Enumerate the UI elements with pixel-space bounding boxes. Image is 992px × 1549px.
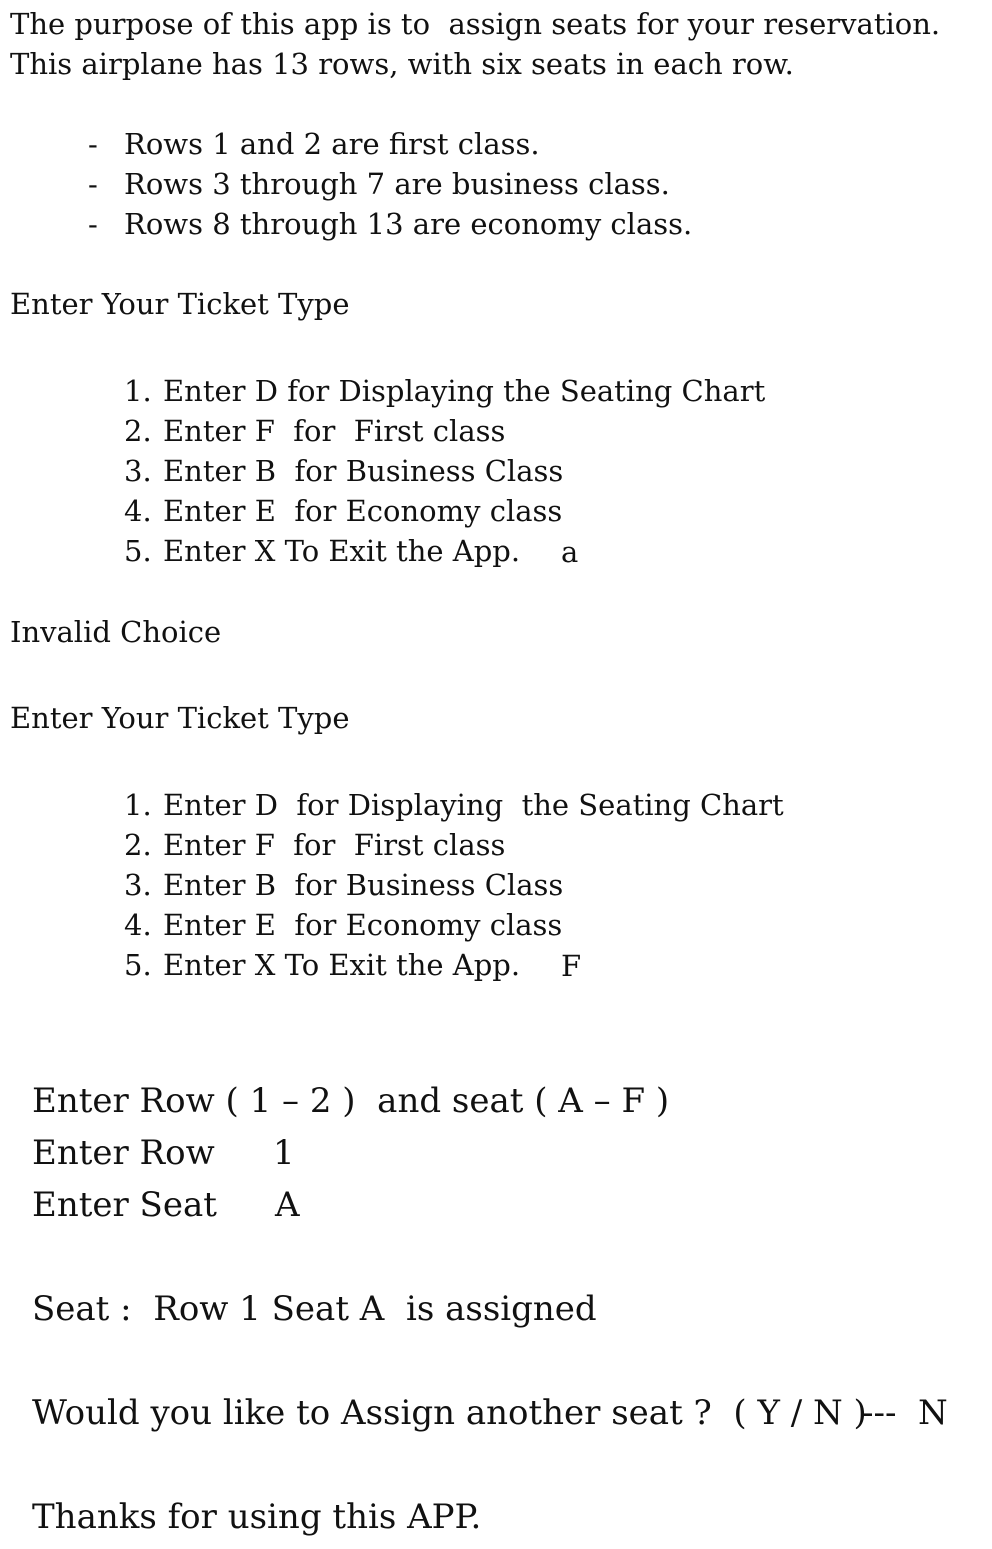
seat-value: A — [275, 1185, 300, 1225]
intro-line-2: This airplane has 13 rows, with six seats in each row. — [10, 47, 794, 81]
menu-item-number: 5. — [124, 948, 152, 982]
menu-item-number: 2. — [124, 414, 152, 448]
bullet-dash: - — [88, 167, 98, 201]
assign-another-answer: N — [918, 1393, 948, 1433]
menu-item-number: 5. — [124, 534, 152, 568]
bullet-dash: - — [88, 207, 98, 241]
answer-separator: --- — [862, 1393, 897, 1433]
menu-item-number: 4. — [124, 908, 152, 942]
seat-assigned-message: Seat : Row 1 Seat A is assigned — [32, 1289, 597, 1329]
row-value: 1 — [273, 1133, 295, 1173]
assign-another-question: Would you like to Assign another seat ? ( Y / N ) — [32, 1393, 867, 1433]
user-input-value: F — [561, 949, 582, 983]
class-item-text: Rows 8 through 13 are economy class. — [124, 207, 693, 241]
enter-seat-label: Enter Seat — [32, 1185, 217, 1225]
menu-item-text: Enter X To Exit the App. — [163, 948, 521, 982]
class-item-text: Rows 1 and 2 are first class. — [124, 127, 540, 161]
menu-item-number: 4. — [124, 494, 152, 528]
menu-item-text: Enter E for Economy class — [163, 908, 563, 942]
intro-line-1: The purpose of this app is to assign seats for your reservation. — [10, 7, 941, 41]
bullet-dash: - — [88, 127, 98, 161]
row-seat-range-prompt: Enter Row ( 1 – 2 ) and seat ( A – F ) — [32, 1081, 670, 1121]
menu-item-text: Enter B for Business Class — [163, 454, 564, 488]
enter-row-label: Enter Row — [32, 1133, 215, 1173]
menu-item-text: Enter B for Business Class — [163, 868, 564, 902]
closing-message: Thanks for using this APP. — [32, 1497, 482, 1537]
menu-item-text: Enter F for First class — [163, 414, 506, 448]
class-item-text: Rows 3 through 7 are business class. — [124, 167, 670, 201]
ticket-type-prompt: Enter Your Ticket Type — [10, 701, 350, 735]
menu-item-number: 2. — [124, 828, 152, 862]
user-input-value: a — [561, 535, 579, 569]
menu-item-text: Enter F for First class — [163, 828, 506, 862]
ticket-type-prompt: Enter Your Ticket Type — [10, 287, 350, 321]
menu-item-number: 3. — [124, 868, 152, 902]
menu-item-text: Enter E for Economy class — [163, 494, 563, 528]
menu-item-number: 3. — [124, 454, 152, 488]
menu-item-number: 1. — [124, 374, 152, 408]
menu-item-number: 1. — [124, 788, 152, 822]
menu-item-text: Enter D for Displaying the Seating Chart — [163, 788, 784, 822]
error-message: Invalid Choice — [10, 615, 222, 649]
menu-item-text: Enter X To Exit the App. — [163, 534, 521, 568]
menu-item-text: Enter D for Displaying the Seating Chart — [163, 374, 766, 408]
